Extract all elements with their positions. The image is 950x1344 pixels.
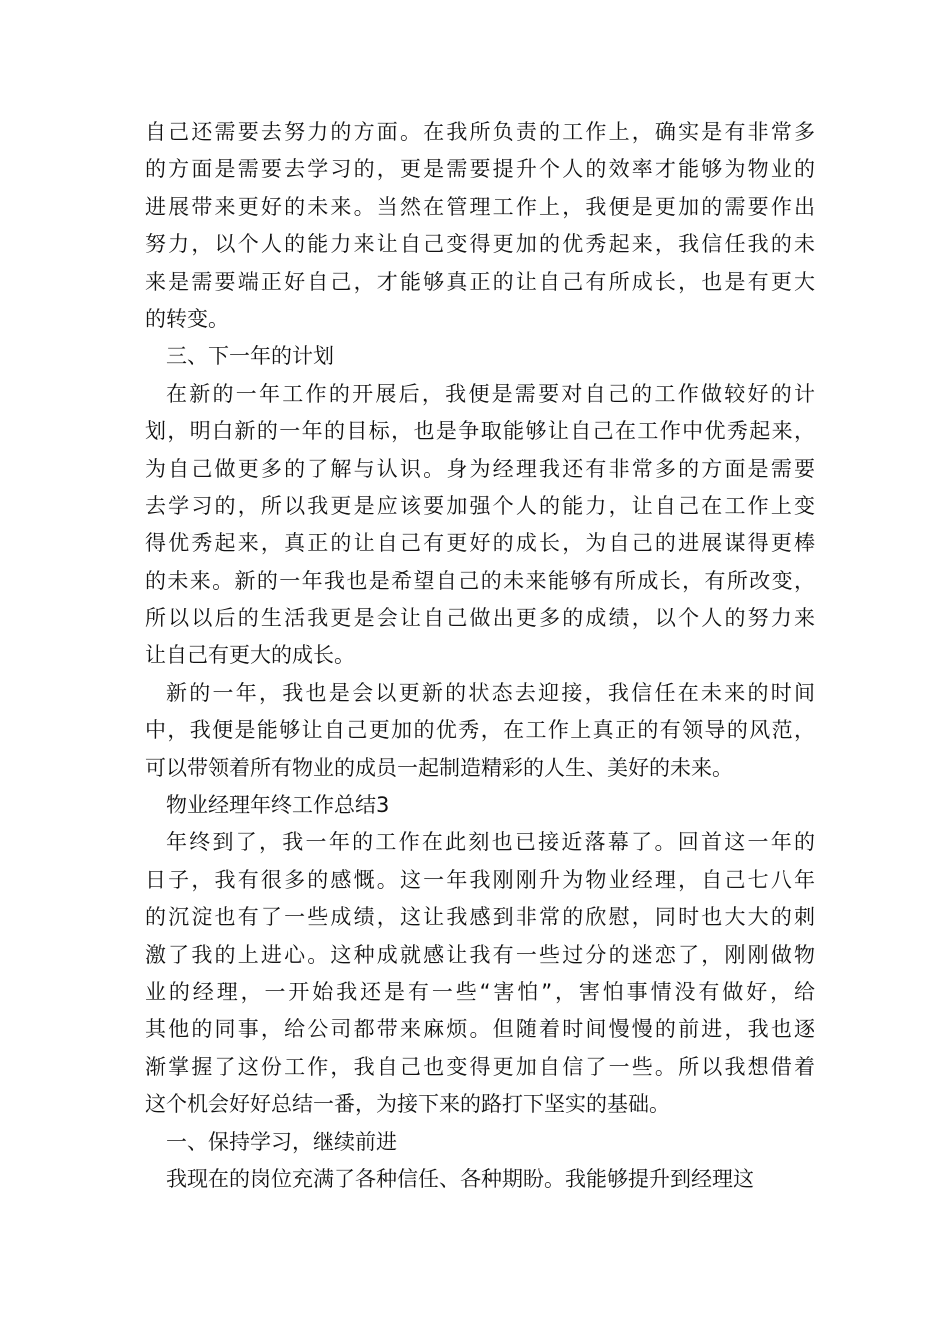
text-line: 业的经理，一开始我还是有一些“害怕”，害怕事情没有做好，给: [145, 979, 815, 1004]
text-line: 得优秀起来，真正的让自己有更好的成长，为自己的进展谋得更棒: [145, 531, 815, 556]
text-line: 努力，以个人的能力来让自己变得更加的优秀起来，我信任我的未: [145, 232, 815, 257]
text-line: 让自己有更大的成长。: [145, 643, 355, 668]
study-paragraph: [145, 1161, 815, 1198]
text-line: 的方面是需要去学习的，更是需要提升个人的效率才能够为物业的: [145, 157, 815, 182]
text-line: 激了我的上进心。这种成就感让我有一些过分的迷恋了，刚刚做物: [145, 942, 815, 967]
future-paragraph: [145, 675, 815, 787]
text-line: 所以以后的生活我更是会让自己做出更多的成绩，以个人的努力来: [145, 606, 815, 631]
text-line: 可以带领着所有物业的成员一起制造精彩的人生、美好的未来。: [145, 755, 733, 780]
text-line: 日子，我有很多的感慨。这一年我刚刚升为物业经理，自己七八年: [145, 867, 815, 892]
plan-paragraph: [145, 376, 815, 675]
text-line: 进展带来更好的未来。当然在管理工作上，我便是更加的需要作出: [145, 194, 815, 219]
text-line: 其他的同事，给公司都带来麻烦。但随着时间慢慢的前进，我也逐: [145, 1017, 815, 1042]
heading-plan: 三、下一年的计划: [166, 344, 334, 369]
text-line: 的沉淀也有了一些成绩，这让我感到非常的欣慰，同时也大大的刺: [145, 905, 815, 930]
text-line: 中，我便是能够让自己更加的优秀，在工作上真正的有领导的风范，: [145, 718, 815, 743]
text-line: 划，明白新的一年的目标，也是争取能够让自己在工作中优秀起来，: [145, 419, 815, 444]
summary-paragraph: [145, 824, 815, 1123]
text-line: 的未来。新的一年我也是希望自己的未来能够有所成长，有所改变，: [145, 568, 815, 593]
text-line: 自己还需要去努力的方面。在我所负责的工作上，确实是有非常多: [145, 120, 815, 144]
document-body: [145, 114, 815, 1198]
intro-paragraph: [145, 114, 815, 338]
text-line: 在新的一年工作的开展后，我便是需要对自己的工作做较好的计: [166, 381, 815, 406]
heading-study: 一、保持学习，继续前进: [166, 1129, 397, 1154]
text-line: 的转变。: [145, 306, 229, 331]
text-line: 这个机会好好总结一番，为接下来的路打下坚实的基础。: [145, 1092, 670, 1117]
text-line: 年终到了，我一年的工作在此刻也已接近落幕了。回首这一年的: [166, 830, 815, 855]
text-line: 为自己做更多的了解与认识。身为经理我还有非常多的方面是需要: [145, 456, 815, 481]
text-line: 新的一年，我也是会以更新的状态去迎接，我信任在未来的时间: [166, 680, 815, 705]
section-title: 物业经理年终工作总结3: [166, 793, 390, 818]
text-line: 去学习的，所以我更是应该要加强个人的能力，让自己在工作上变: [145, 493, 815, 518]
text-line: 来是需要端正好自己，才能够真正的让自己有所成长，也是有更大: [145, 269, 815, 294]
text-line: 我现在的岗位充满了各种信任、各种期盼。我能够提升到经理这: [166, 1166, 754, 1191]
text-line: 渐掌握了这份工作，我自己也变得更加自信了一些。所以我想借着: [145, 1054, 815, 1079]
